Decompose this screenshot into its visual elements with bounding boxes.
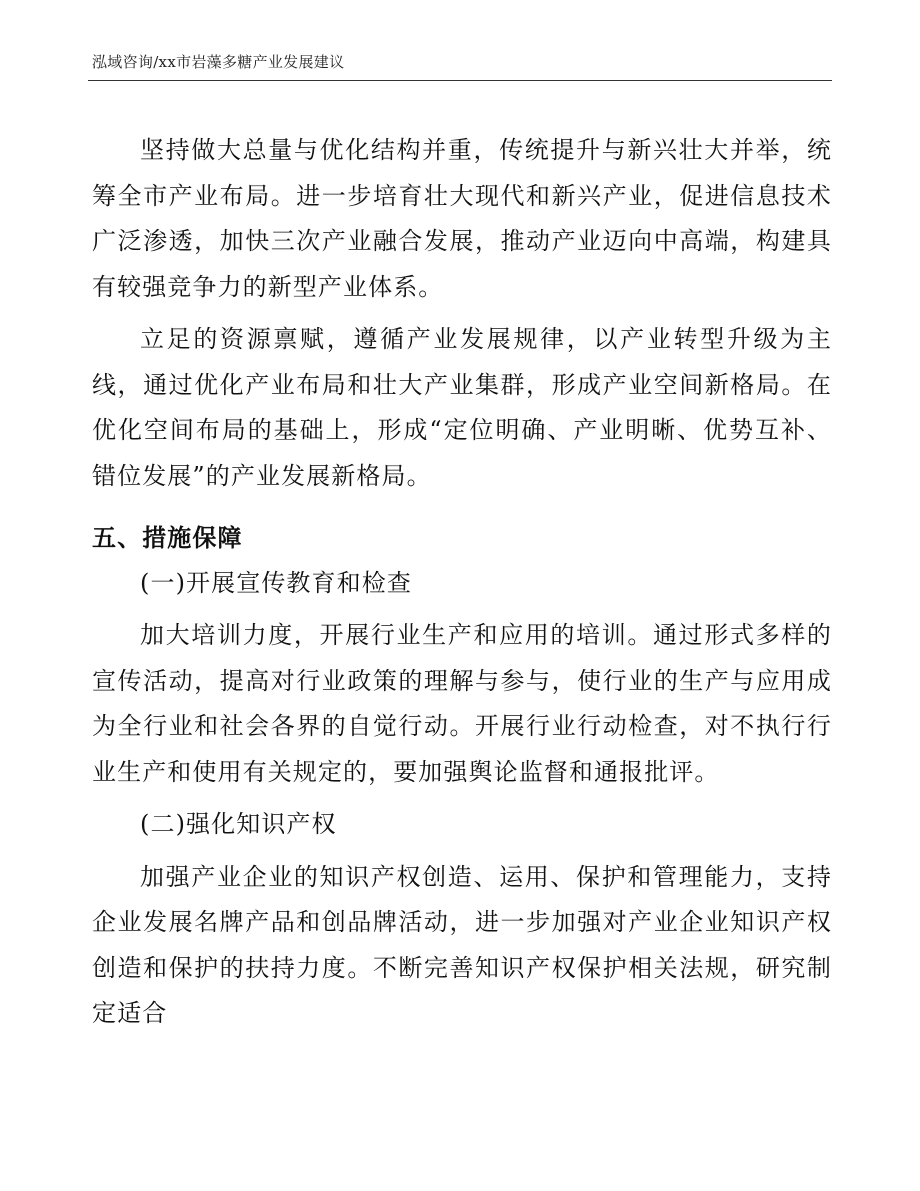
paragraph-industry-structure: 坚持做大总量与优化结构并重，传统提升与新兴壮大并举，统筹全市产业布局。进一步培育壮大现代和新兴产业，促进信息技术广泛渗透，加快三次产业融合发展，推动产业迈向中高端，构建具有较强竞争力的新型产业体系。: [92, 136, 832, 301]
paragraph-publicity-education: 加大培训力度，开展行业生产和应用的培训。通过形式多样的宣传活动，提高对行业政策的理解与参与，使行业的生产与应用成为全行业和社会各界的自觉行动。开展行业行动检查，对不执行行业生产和使用有关规定的，要加强舆论监督和通报批评。: [92, 621, 832, 786]
section-heading-measures: 五、措施保障: [92, 523, 243, 552]
paragraph-intellectual-property: 加强产业企业的知识产权创造、运用、保护和管理能力，支持企业发展名牌产品和创品牌活动，进一步加强对产业企业知识产权创造和保护的扶持力度。不断完善知识产权保护相关法规，研究制定适合: [92, 862, 832, 1027]
document-body: [92, 128, 832, 1037]
header-divider: [88, 80, 832, 81]
page-header: 泓域咨询/xx市岩藻多糖产业发展建议: [92, 53, 345, 71]
paragraph-spatial-layout: 立足的资源禀赋，遵循产业发展规律，以产业转型升级为主线，通过优化产业布局和壮大产业集群，形成产业空间新格局。在优化空间布局的基础上，形成“定位明确、产业明晰、优势互补、错位发展”的产业发展新格局。: [92, 325, 832, 490]
subheading-intellectual-property: (二)强化知识产权: [140, 810, 337, 838]
subheading-publicity-education: (一)开展宣传教育和检查: [140, 568, 412, 597]
